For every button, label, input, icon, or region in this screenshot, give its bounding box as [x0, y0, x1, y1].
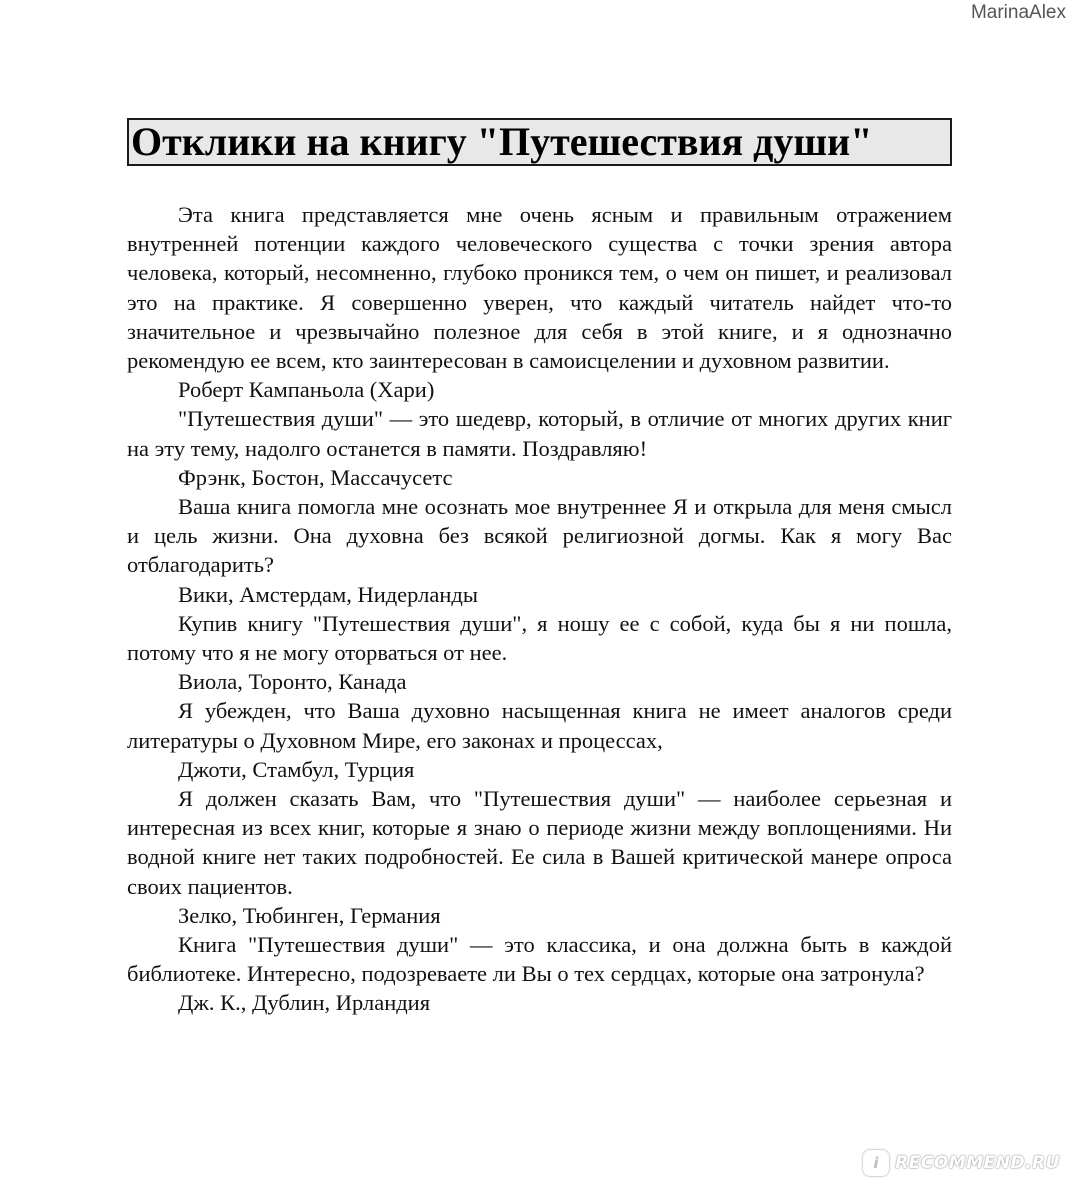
review-paragraph: Я должен сказать Вам, что "Путешествия души" — наиболее серьезная и интересная из всех книг, которые я знаю о периоде жизни между воплощениями. Ни водной книге нет таких подробностей. Ее сила в Вашей критической манере опроса своих пациентов.	[127, 786, 952, 899]
review-signature: Фрэнк, Бостон, Массачусетс	[178, 464, 453, 490]
review-paragraph: Я убежден, что Ваша духовно насыщенная книга не имеет аналогов среди литературы о Духовном Мире, его законах и процессах,	[127, 698, 952, 753]
review-paragraph: Эта книга представляется мне очень ясным и правильным отражением внутренней потенции каждого человеческого существа с точки зрения автора человека, который, несомненно, глубоко проникся тем, о чем он пишет, и реализовал это на практике. Я совершенно уверен, что каждый читатель найдет что-то значительное и чрезвычайно полезное для себя в этой книге, и я однозначно рекомендую ее всем, кто заинтересован в самоисцелении и духовном развитии.	[127, 202, 952, 374]
review-signature: Вики, Амстердам, Нидерланды	[178, 581, 478, 607]
page-title: Отклики на книгу "Путешествия души"	[131, 119, 873, 164]
review-signature: Джоти, Стамбул, Турция	[178, 756, 415, 782]
site-watermark	[863, 1150, 1060, 1176]
review-paragraph: Книга "Путешествия души" — это классика, и она должна быть в каждой библиотеке. Интересно, подозреваете ли Вы о тех сердцах, которые она затронула?	[127, 932, 952, 987]
review-signature: Дж. К., Дублин, Ирландия	[178, 990, 431, 1016]
reviews-body	[127, 200, 952, 1018]
review-paragraph: "Путешествия души" — это шедевр, который, в отличие от многих других книг на эту тему, надолго останется в памяти. Поздравляю!	[127, 406, 952, 461]
book-page	[127, 118, 952, 1018]
review-signature: Виола, Торонто, Канада	[178, 669, 407, 695]
review-signature: Роберт Кампаньола (Хари)	[178, 377, 435, 403]
review-paragraph: Ваша книга помогла мне осознать мое внутреннее Я и открыла для меня смысл и цель жизни. Она духовна без всякой религиозной догмы. Как я могу Вас отблагодарить?	[127, 494, 952, 578]
review-signature: Зелко, Тюбинген, Германия	[178, 902, 441, 928]
watermark-text: RECOMMEND.RU	[895, 1153, 1060, 1173]
recommend-logo-icon: i	[863, 1150, 889, 1176]
username-label[interactable]: MarinaAlex	[970, 2, 1066, 23]
review-paragraph: Купив книгу "Путешествия души", я ношу ее с собой, куда бы я ни пошла, потому что я не могу оторваться от нее.	[127, 610, 952, 666]
title-box	[127, 118, 952, 166]
